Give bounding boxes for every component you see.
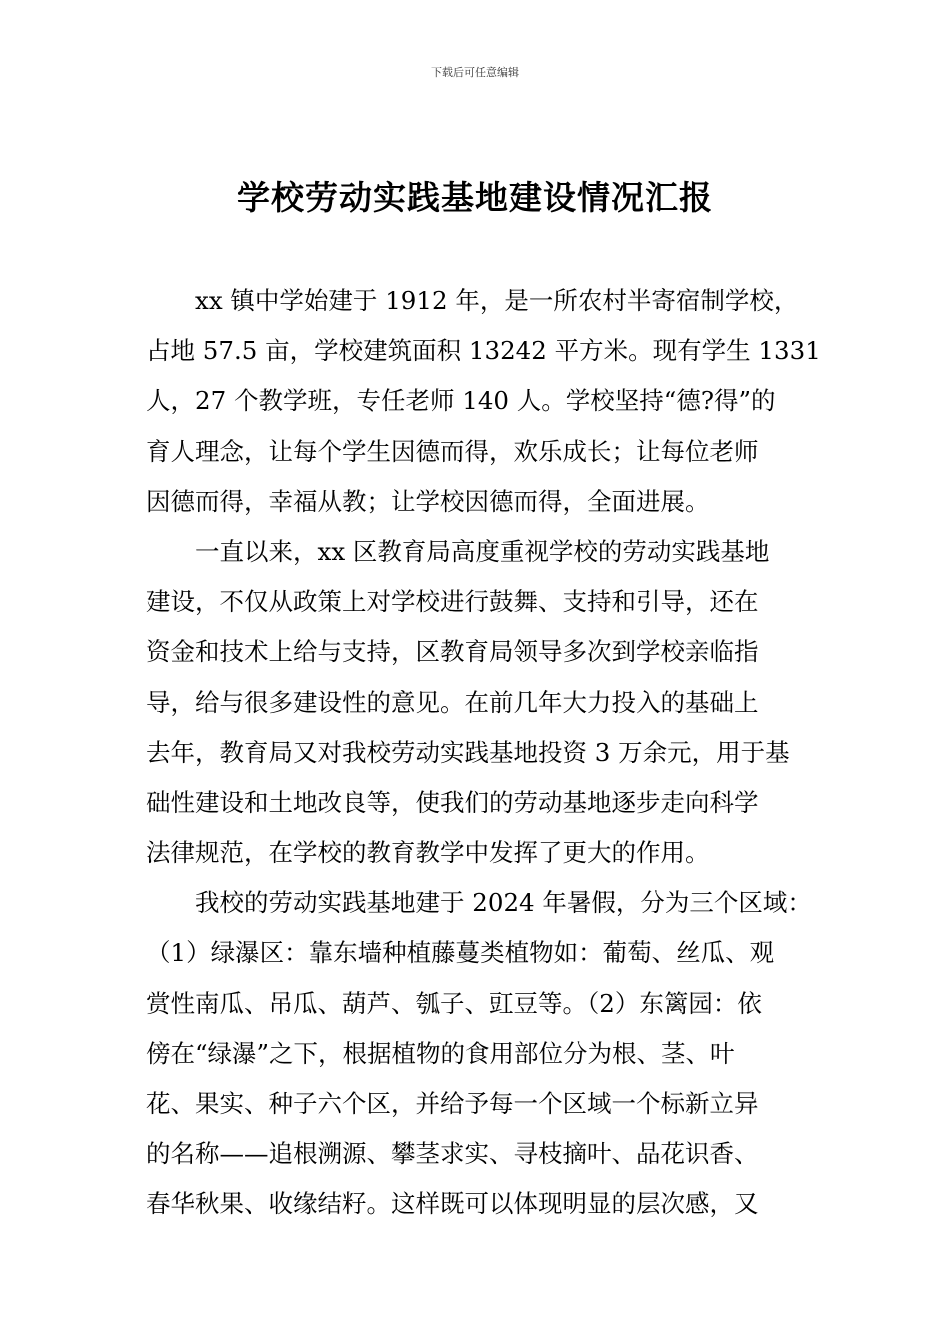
- document-body: [146, 276, 821, 1230]
- paragraph-3-line-1: 我校的劳动实践基地建于 2024 年暑假，分为三个区域：: [195, 888, 812, 918]
- paragraph-1-line-5: 因德而得，幸福从教；让学校因德而得，全面进展。: [146, 486, 710, 516]
- paragraph-2-line-4: 导，给与很多建设性的意见。在前几年大力投入的基础上: [146, 687, 759, 717]
- paragraph-2-line-6: 础性建设和土地改良等，使我们的劳动基地逐步走向科学: [146, 787, 759, 817]
- paragraph-1-line-2: 占地 57.5 亩，学校建筑面积 13242 平方米。现有学生 1331: [146, 336, 821, 366]
- paragraph-1-line-3: 人，27 个教学班，专任老师 140 人。学校坚持“德?得”的: [146, 386, 776, 416]
- paragraph-3-line-3: 赏性南瓜、吊瓜、葫芦、瓠子、豇豆等。（2）东篱园：依: [146, 988, 762, 1018]
- paragraph-2-line-1: 一直以来，xx 区教育局高度重视学校的劳动实践基地: [195, 536, 770, 566]
- paragraph-2-line-2: 建设，不仅从政策上对学校进行鼓舞、支持和引导，还在: [146, 587, 759, 617]
- paragraph-2-line-7: 法律规范，在学校的教育教学中发挥了更大的作用。: [146, 838, 710, 868]
- paragraph-3-line-5: 花、果实、种子六个区，并给予每一个区域一个标新立异: [146, 1089, 759, 1118]
- paragraph-1-line-4: 育人理念，让每个学生因德而得，欢乐成长；让每位老师: [146, 436, 759, 466]
- page-header-note: 下载后可任意编辑: [431, 66, 519, 79]
- document-title: 学校劳动实践基地建设情况汇报: [237, 178, 713, 217]
- paragraph-3-line-6: 的名称——追根溯源、攀茎求实、寻枝摘叶、品花识香、: [146, 1139, 759, 1169]
- paragraph-3-line-7: 春华秋果、收缘结籽。这样既可以体现明显的层次感，又: [146, 1189, 759, 1219]
- paragraph-2-line-3: 资金和技术上给与支持，区教育局领导多次到学校亲临指: [146, 637, 759, 667]
- paragraph-3-line-2: （1）绿瀑区：靠东墙种植藤蔓类植物如：葡萄、丝瓜、观: [146, 938, 775, 968]
- paragraph-1-line-1: xx 镇中学始建于 1912 年，是一所农村半寄宿制学校，: [195, 286, 799, 315]
- paragraph-3-line-4: 傍在“绿瀑”之下，根据植物的食用部位分为根、茎、叶: [146, 1038, 735, 1068]
- paragraph-2-line-5: 去年，教育局又对我校劳动实践基地投资 3 万余元，用于基: [146, 737, 790, 767]
